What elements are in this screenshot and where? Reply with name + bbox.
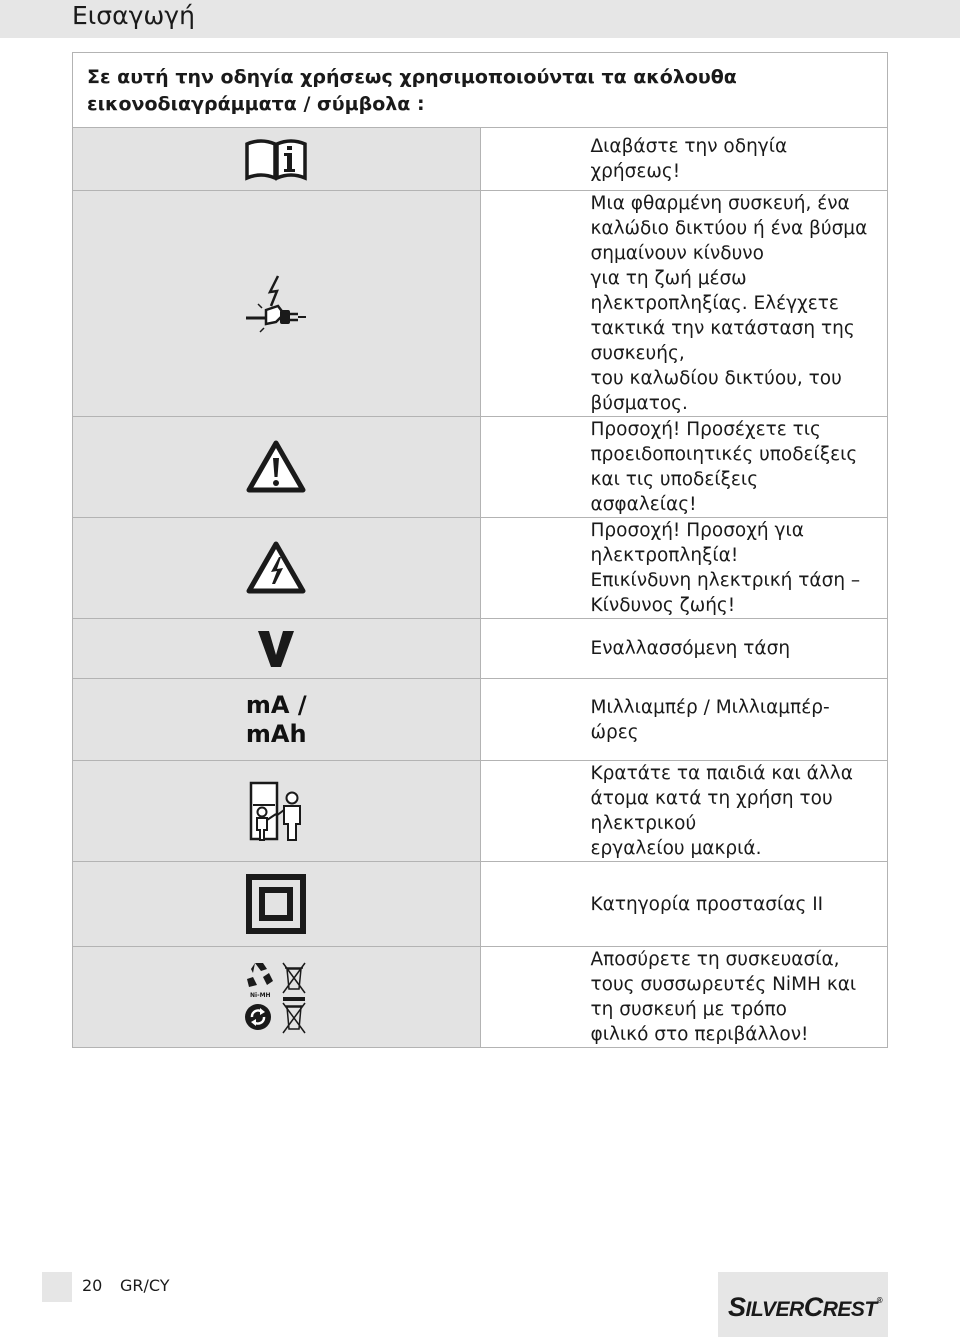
table-row bbox=[73, 518, 888, 619]
table-row bbox=[73, 947, 888, 1048]
row-text-line: Μιλλιαμπέρ / Μιλλιαμπέρ-ώρες bbox=[590, 696, 830, 743]
recycle-icon bbox=[247, 963, 273, 987]
table-row bbox=[73, 761, 888, 862]
symbols-intro: Σε αυτή την οδηγία χρήσεως χρησιμοποιούνται τα ακόλουθα εικονοδιαγράμματα / σύμβολα : bbox=[73, 53, 888, 128]
brand-box bbox=[718, 1272, 888, 1337]
row-text-line: Εναλλασσόμενη τάση bbox=[590, 638, 791, 659]
table-row bbox=[73, 862, 888, 947]
footer-page-box bbox=[42, 1272, 72, 1302]
row-text-line: φιλικό στο περιβάλλον! bbox=[590, 1024, 809, 1045]
page-number: 20 bbox=[82, 1276, 103, 1295]
row-text-line: Επικίνδυνη ηλεκτρική τάση – Κίνδυνος ζωής! bbox=[590, 570, 861, 616]
table-row bbox=[73, 128, 888, 191]
row-text-line: για τη ζωή μέσω ηλεκτροπληξίας. Ελέγχετε τακτικά την κατάσταση της συσκευής, bbox=[590, 268, 855, 364]
table-row bbox=[73, 619, 888, 679]
electric-shock-triangle-icon bbox=[246, 541, 306, 595]
row-text-line: Προσοχή! Προσοχή για ηλεκτροπληξία! bbox=[590, 520, 804, 566]
ma-label-line: mA / bbox=[245, 690, 307, 719]
read-manual-icon bbox=[244, 136, 308, 182]
alternating-voltage-icon bbox=[256, 629, 296, 669]
row-text-line: Διαβάστε την οδηγία χρήσεως! bbox=[590, 136, 788, 182]
row-text-line: του καλωδίου δικτύου, του βύσματος. bbox=[590, 368, 842, 414]
crossed-bin-icon bbox=[283, 963, 305, 993]
brand-logo: SILVERCREST® bbox=[728, 1292, 883, 1322]
row-text-line: ασφαλείας! bbox=[590, 494, 697, 515]
warning-triangle-icon bbox=[246, 440, 306, 494]
country-code: GR/CY bbox=[120, 1276, 170, 1295]
protection-class-ii-icon bbox=[246, 874, 306, 934]
symbols-table bbox=[72, 52, 888, 1048]
row-text-line: Κατηγορία προστασίας II bbox=[590, 893, 824, 915]
nimh-label: Ni-MH bbox=[250, 992, 271, 999]
table-row bbox=[73, 417, 888, 518]
row-text-line: Προσοχή! Προσέχετε τις προειδοποιητικές υποδείξεις και τις υποδείξεις bbox=[590, 419, 858, 490]
table-row bbox=[73, 191, 888, 417]
milliampere-label bbox=[73, 691, 480, 749]
page-title: Εισαγωγή bbox=[72, 1, 195, 30]
green-dot-icon bbox=[245, 1004, 271, 1030]
row-text-line: Κρατάτε τα παιδιά και άλλα άτομα κατά τη χρήση του ηλεκτρικού bbox=[590, 763, 853, 834]
damaged-plug-icon bbox=[244, 274, 308, 334]
keep-children-away-icon bbox=[248, 780, 304, 842]
row-text-line: Αποσύρετε τη συσκευασία, τους συσσωρευτές NiMH και τη συσκευή με τρόπο bbox=[590, 949, 857, 1020]
row-text-line: Μια φθαρμένη συσκευή, ένα καλώδιο δικτύου ή ένα βύσμα σημαίνουν κίνδυνο bbox=[590, 193, 868, 264]
crossed-bin-bar-icon bbox=[283, 997, 305, 1033]
mah-label-line: mAh bbox=[245, 719, 307, 748]
row-text-line: εργαλείου μακριά. bbox=[590, 838, 762, 859]
table-row bbox=[73, 679, 888, 761]
recycling-disposal-icons bbox=[243, 959, 309, 1035]
